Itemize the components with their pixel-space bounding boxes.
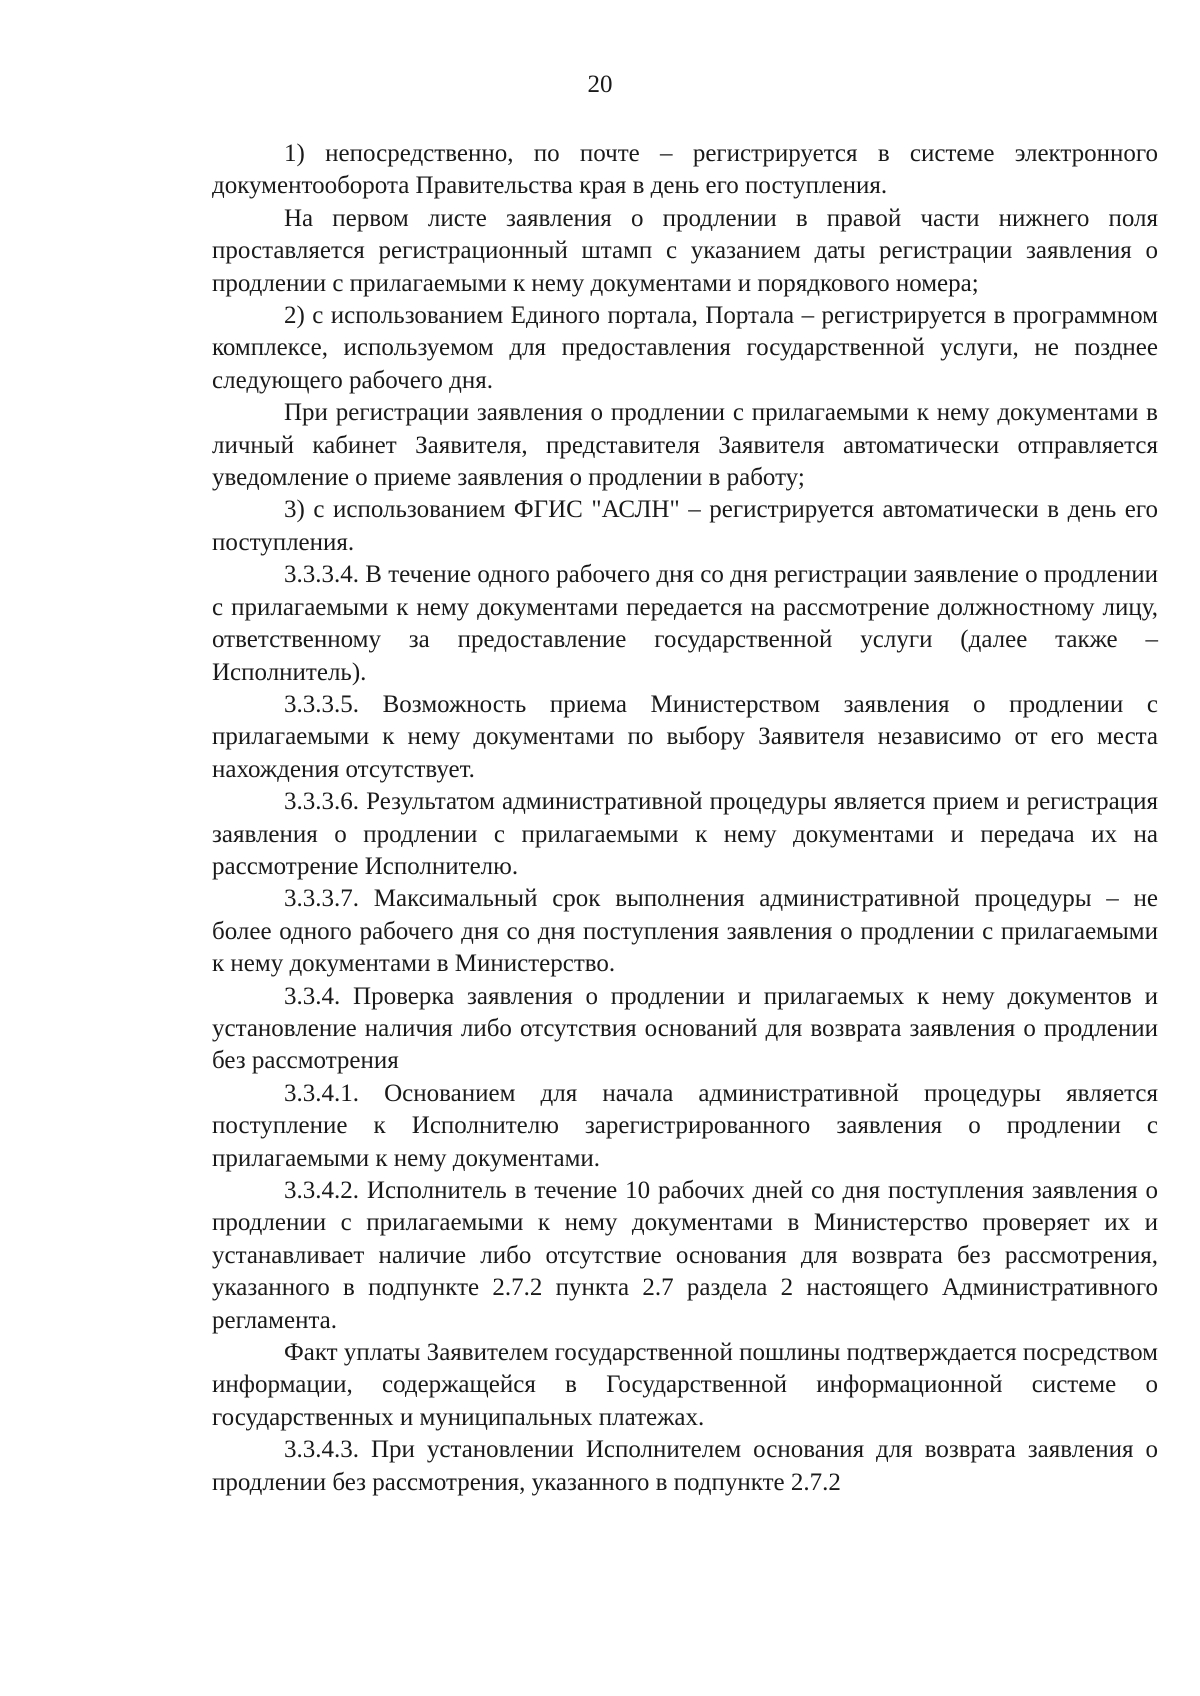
- paragraph-3-3-3-4: 3.3.3.4. В течение одного рабочего дня со дня регистрации заявление о продлении с прилагаемыми к нему документами передается на рассмотрение должностному лицу, ответственному за предоставление государственной услуги (далее также – Исполнитель).: [212, 561, 1158, 686]
- paragraph-3-3-3-5: 3.3.3.5. Возможность приема Министерством заявления о продлении с прилагаемыми к нему документами по выбору Заявителя независимо от его места нахождения отсутствует.: [212, 690, 1158, 783]
- paragraph-3-3-4-3: 3.3.4.3. При установлении Исполнителем основания для возврата заявления о продлении без рассмотрения, указанного в подпункте 2.7.2: [212, 1436, 1158, 1496]
- section-heading-3-3-4: 3.3.4. Проверка заявления о продлении и прилагаемых к нему документов и установление наличия либо отсутствия оснований для возврата заявления о продлении без рассмотрения: [212, 982, 1158, 1075]
- paragraph-state-fee-payment: Факт уплаты Заявителем государственной пошлины подтверждается посредством информации, содержащейся в Государственной информационной системе о государственных и муниципальных платежах.: [212, 1339, 1158, 1431]
- page-number: 20: [587, 71, 613, 98]
- paragraph-3-3-3-7: 3.3.3.7. Максимальный срок выполнения административной процедуры – не более одного рабочего дня со дня поступления заявления о продлении с прилагаемыми к нему документами в Министерство.: [212, 885, 1158, 978]
- paragraph-registration-stamp: На первом листе заявления о продлении в правой части нижнего поля проставляется регистрационный штамп с указанием даты регистрации заявления о продлении с прилагаемыми к нему документами и порядкового номера;: [212, 204, 1158, 297]
- paragraph-3-3-3-6: 3.3.3.6. Результатом административной процедуры является прием и регистрация заявления о продлении с прилагаемыми к нему документами и передача их на рассмотрение Исполнителю.: [212, 788, 1158, 880]
- paragraph-personal-account-notice: При регистрации заявления о продлении с прилагаемыми к нему документами в личный кабинет Заявителя, представителя Заявителя автоматически отправляется уведомление о приеме заявления о продлении в работу;: [212, 399, 1158, 492]
- paragraph-registration-via-portal: 2) с использованием Единого портала, Портала – регистрируется в программном комплексе, используемом для предоставления государственной услуги, не позднее следующего рабочего дня.: [212, 302, 1158, 394]
- paragraph-registration-by-mail: 1) непосредственно, по почте – регистрируется в системе электронного документооборота Правительства края в день его поступления.: [212, 140, 1158, 200]
- paragraph-3-3-4-2: 3.3.4.2. Исполнитель в течение 10 рабочих дней со дня поступления заявления о продлении с прилагаемыми к нему документами в Министерство проверяет их и устанавливает наличие либо отсутствие основания для возврата без рассмотрения, указанного в подпункте 2.7.2 пункта 2.7 раздела 2 настоящего Административного регламента.: [212, 1177, 1158, 1334]
- paragraph-3-3-4-1: 3.3.4.1. Основанием для начала административной процедуры является поступление к Исполнителю зарегистрированного заявления о продлении с прилагаемыми к нему документами.: [212, 1079, 1158, 1172]
- paragraph-registration-via-fgis: 3) с использованием ФГИС "АСЛН" – регистрируется автоматически в день его поступления.: [212, 496, 1158, 556]
- document-body: [212, 138, 1158, 1499]
